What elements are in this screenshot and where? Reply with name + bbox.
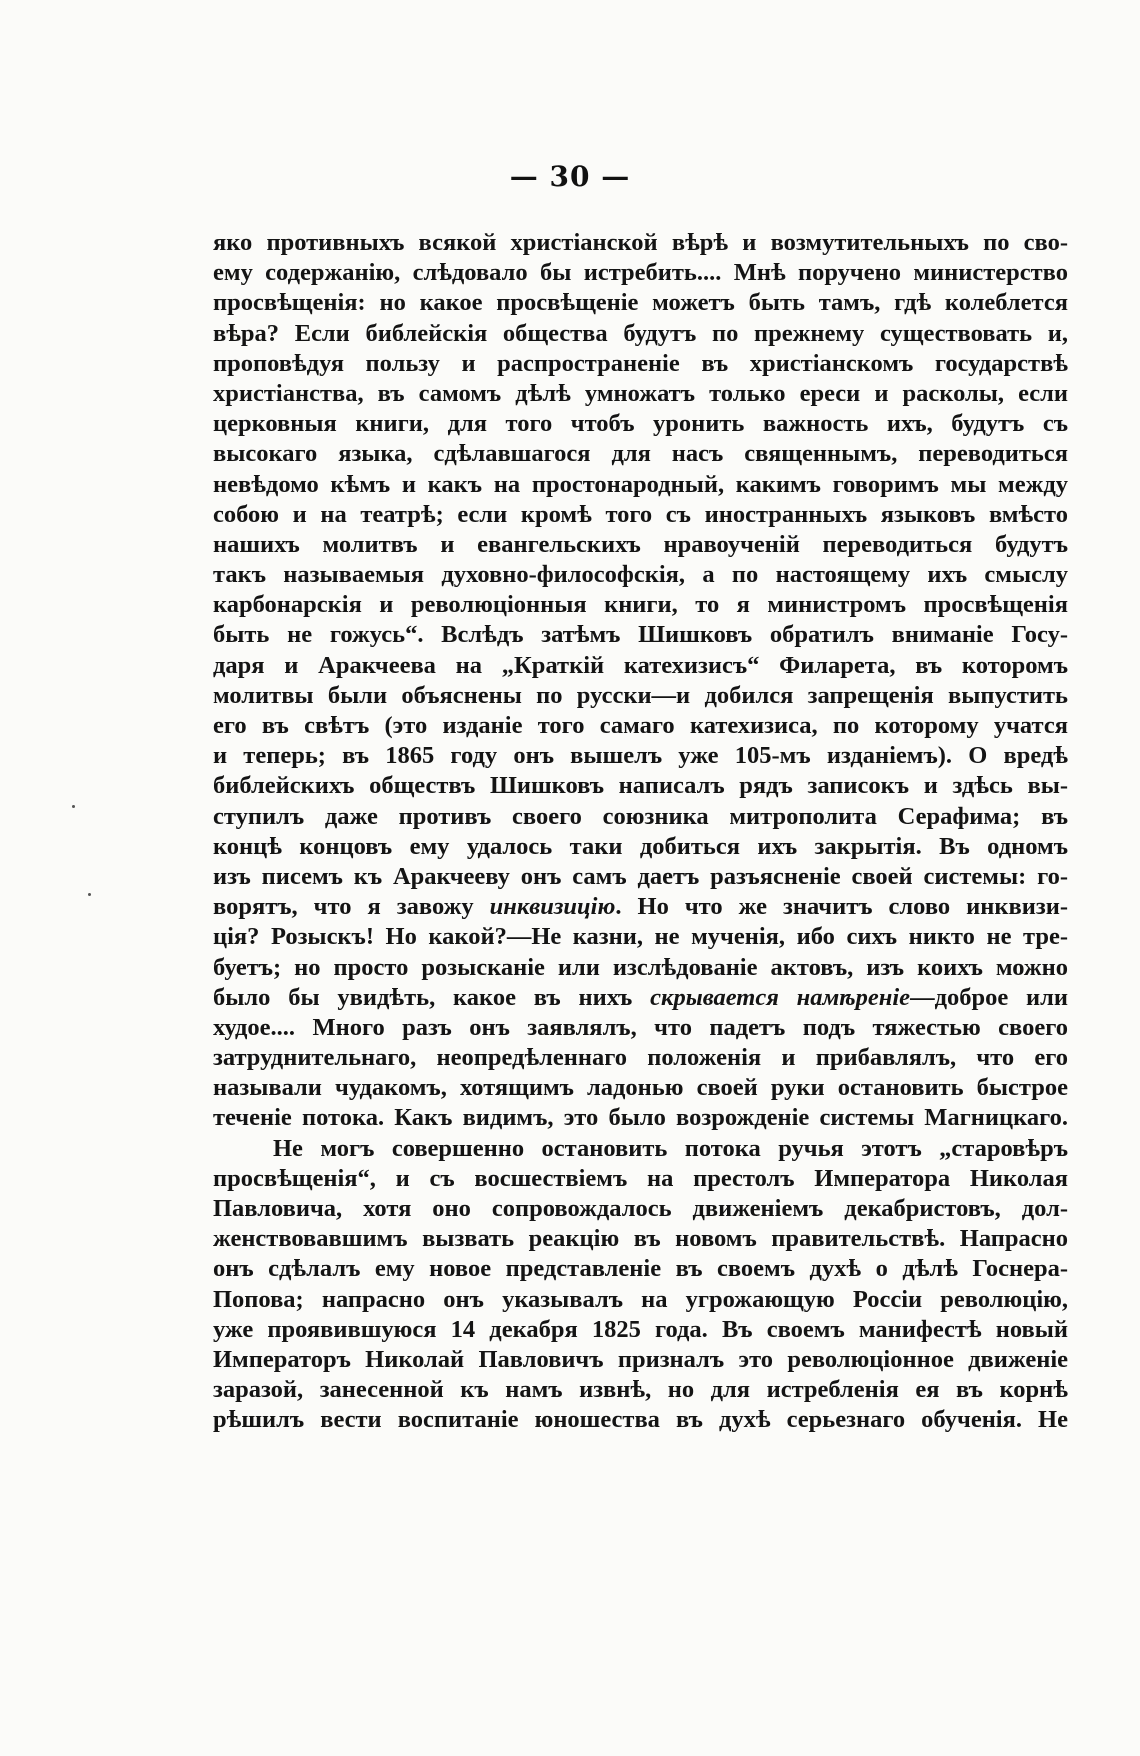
text-line: ступилъ даже противъ своего союзника митрополита Серафима; въ — [213, 802, 1068, 830]
text-line: нашихъ молитвъ и евангельскихъ нравоученій переводиться будутъ — [213, 530, 1068, 558]
margin-dot — [72, 805, 75, 808]
margin-dot — [88, 893, 91, 896]
text-line: Императоръ Николай Павловичъ призналъ это революціонное движеніе — [213, 1345, 1068, 1373]
text-line: проповѣдуя пользу и распространеніе въ христіанскомъ государствѣ — [213, 349, 1068, 377]
text-line: рѣшилъ вести воспитаніе юношества въ духѣ серьезнаго обученія. Не — [213, 1406, 1068, 1434]
text-run: —доброе или — [910, 983, 1068, 1011]
italic-term: инквизицію — [489, 893, 616, 921]
text-line: ція? Розыскъ! Но какой?—Не казни, не мученія, ибо сихъ никто не тре- — [213, 923, 1068, 951]
text-line: Павловича, хотя оно сопровождалось движеніемъ декабристовъ, дол- — [213, 1195, 1068, 1222]
text-line: теченіе потока. Какъ видимъ, это было возрожденіе системы Магницкаго. — [213, 1104, 1068, 1132]
text-line — [213, 892, 1068, 922]
text-line: затруднительнаго, неопредѣленнаго положенія и прибавлялъ, что его — [213, 1044, 1068, 1072]
text-line: онъ сдѣлалъ ему новое представленіе въ своемъ духѣ о дѣлѣ Госнера- — [213, 1255, 1068, 1283]
text-line: просвѣщенія“, и съ восшествіемъ на престолъ Императора Николая — [213, 1164, 1068, 1192]
text-line: такъ называемыя духовно-философскія, а по настоящему ихъ смыслу — [213, 561, 1068, 589]
text-line: его въ свѣтъ (это изданіе того самаго катехизиса, по которому учатся — [213, 712, 1068, 739]
text-line: женствовавшимъ вызвать реакцію въ новомъ правительствѣ. Напрасно — [213, 1225, 1068, 1253]
text-line: быть не гожусь“. Вслѣдъ затѣмъ Шишковъ обратилъ вниманіе Госу- — [213, 621, 1068, 649]
text-line — [213, 983, 1068, 1013]
text-line: ему содержанію, слѣдовало бы истребить.... Мнѣ поручено министерство — [213, 259, 1068, 287]
text-line: библейскихъ обществъ Шишковъ написалъ рядъ записокъ и здѣсь вы- — [213, 772, 1068, 800]
page-number: — 30 — — [509, 160, 631, 193]
text-line: собою и на театрѣ; если кромѣ того съ иностранныхъ языковъ вмѣсто — [213, 500, 1068, 528]
text-line: даря и Аракчеева на „Краткій катехизисъ“ Филарета, въ которомъ — [213, 651, 1068, 679]
text-line: карбонарскія и революціонныя книги, то я министромъ просвѣщенія — [213, 591, 1068, 619]
text-line: церковныя книги, для того чтобъ уронить важность ихъ, будутъ съ — [213, 410, 1068, 438]
text-line: концѣ концовъ ему удалось таки добиться ихъ закрытія. Въ одномъ — [213, 832, 1068, 860]
text-line: и теперь; въ 1865 году онъ вышелъ уже 105-мъ изданіемъ). О вредѣ — [213, 742, 1068, 770]
text-line: высокаго языка, сдѣлавшагося для насъ священнымъ, переводиться — [213, 440, 1068, 468]
text-line: буетъ; но просто розысканіе или изслѣдованіе актовъ, изъ коихъ можно — [213, 953, 1068, 981]
text-line: называли чудакомъ, хотящимъ ладонью своей руки остановить быстрое — [213, 1074, 1068, 1102]
text-run: было бы увидѣть, какое въ нихъ — [213, 983, 651, 1011]
text-line: яко противныхъ всякой христіанской вѣрѣ и возмутительныхъ по сво- — [213, 229, 1068, 256]
text-line: молитвы были объяснены по русски—и добился запрещенія выпустить — [213, 681, 1068, 709]
text-line: просвѣщенія: но какое просвѣщеніе можетъ быть тамъ, гдѣ колеблется — [213, 289, 1068, 317]
text-run: . Но что же значитъ слово инквизи- — [615, 893, 1068, 921]
text-line: христіанства, въ самомъ дѣлѣ умножатъ только ереси и расколы, если — [213, 379, 1068, 407]
paragraph-1 — [213, 228, 1068, 1134]
text-line: Попова; напрасно онъ указывалъ на угрожающую Россіи революцію, — [213, 1285, 1068, 1313]
text-line: Не могъ совершенно остановить потока ручья этотъ „старовѣръ — [273, 1134, 1068, 1162]
text-line: худое.... Много разъ онъ заявлялъ, что падетъ подъ тяжестью своего — [213, 1013, 1068, 1041]
text-line: вѣра? Если библейскія общества будутъ по прежнему существовать и, — [213, 319, 1068, 347]
paragraph-2 — [213, 1134, 1068, 1436]
text-run: ворятъ, что я завожу — [213, 893, 490, 921]
text-line: изъ писемъ къ Аракчееву онъ самъ даетъ разъясненіе своей системы: го- — [213, 862, 1068, 890]
body-text — [213, 228, 1068, 1436]
text-line: уже проявившуюся 14 декабря 1825 года. Въ своемъ манифестѣ новый — [213, 1315, 1068, 1343]
text-line: заразой, занесенной къ намъ извнѣ, но для истребленія ея въ корнѣ — [213, 1376, 1068, 1404]
italic-phrase: скрывается намѣреніе — [650, 983, 911, 1011]
text-line: невѣдомо кѣмъ и какъ на простонародный, какимъ говоримъ мы между — [213, 470, 1068, 498]
